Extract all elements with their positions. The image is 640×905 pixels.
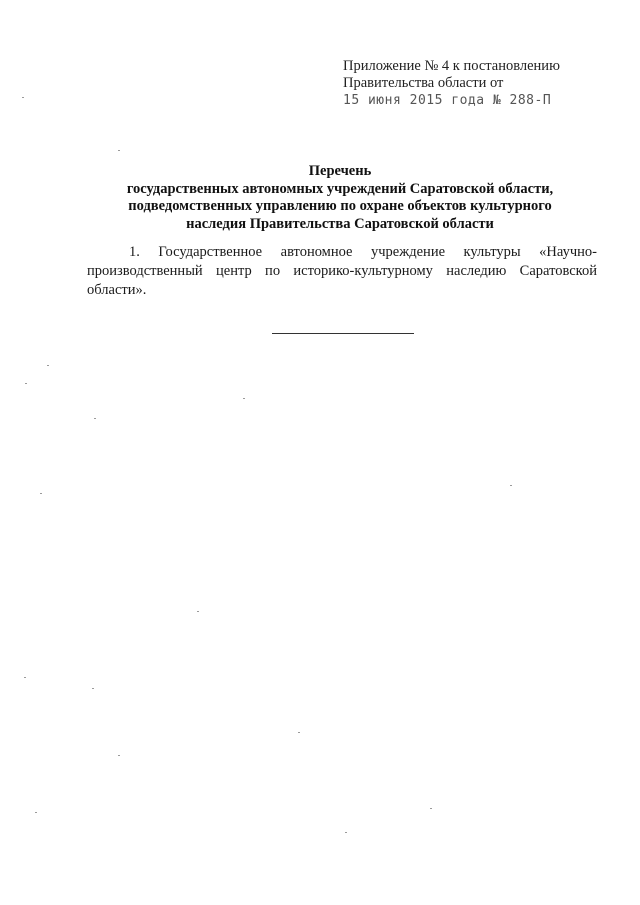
scan-speck bbox=[94, 418, 96, 419]
scan-speck bbox=[35, 812, 37, 813]
scan-speck bbox=[40, 493, 42, 494]
closing-rule bbox=[272, 333, 414, 334]
scan-speck bbox=[345, 832, 347, 833]
scan-speck bbox=[510, 485, 512, 486]
scan-speck bbox=[25, 383, 27, 384]
scan-speck bbox=[298, 732, 300, 733]
scan-speck bbox=[118, 755, 120, 756]
document-title bbox=[100, 163, 580, 233]
title-line-1: Перечень bbox=[308, 163, 372, 179]
title-line-3: подведомственных управлению по охране объектов культурного bbox=[128, 198, 552, 214]
scan-speck bbox=[118, 150, 120, 151]
scan-speck bbox=[243, 398, 245, 399]
appendix-line-2: Правительства области от bbox=[343, 75, 504, 91]
scan-speck bbox=[22, 97, 24, 98]
title-line-2: государственных автономных учреждений Саратовской области, bbox=[126, 180, 554, 197]
scan-speck bbox=[197, 611, 199, 612]
appendix-date-stamp: 15 июня 2015 года № 288-П bbox=[343, 93, 552, 108]
list-item-text: 1. Государственное автономное учреждение культуры «Научно-производственный центр по историко-культурному наследию Саратовской области». bbox=[87, 244, 597, 298]
appendix-line-1: Приложение № 4 к постановлению bbox=[343, 58, 560, 74]
scan-speck bbox=[47, 365, 49, 366]
scan-speck bbox=[430, 808, 432, 809]
scan-speck bbox=[24, 677, 26, 678]
scan-speck bbox=[92, 688, 94, 689]
list-item bbox=[87, 243, 597, 300]
title-line-4: наследия Правительства Саратовской области bbox=[186, 215, 494, 232]
appendix-header bbox=[343, 58, 603, 109]
